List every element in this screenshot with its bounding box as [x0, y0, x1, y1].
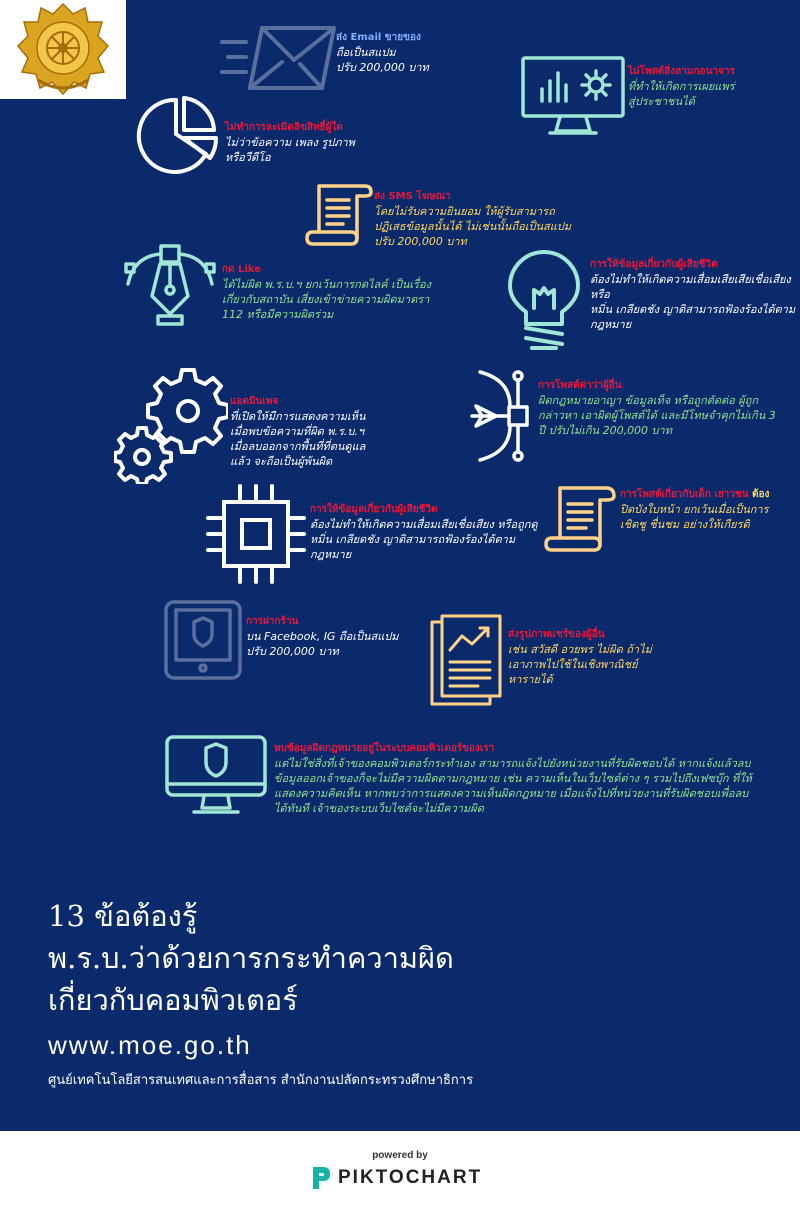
item-line: หมิ่น เกลียดชัง ญาติสามารถฟ้องร้องได้ตาม — [310, 533, 516, 546]
gears-icon — [114, 366, 228, 484]
brand-name: PIKTOCHART — [338, 1167, 483, 1188]
item-email-spam — [336, 31, 476, 75]
item-title: แอดมินเพจ — [230, 396, 279, 407]
powered-by-label: powered by — [372, 1150, 428, 1161]
item-obscene-content — [628, 65, 798, 109]
item-title: ไม่ทำการละเมิดลิขสิทธิ์ผู้ใด — [225, 122, 343, 133]
item-line: เกี่ยวกับสถาบัน เสี่ยงเข้าข่ายความผิดมาตรา — [222, 293, 430, 306]
mail-icon — [218, 22, 338, 94]
item-sms-ads — [374, 190, 604, 249]
item-page-admin — [230, 395, 400, 469]
item-line: ที่ทำให้เกิดการเผยแพร่ — [628, 80, 735, 93]
item-line: ได้ไม่ผิด พ.ร.บ.ฯ ยกเว้นการกดไลค์ เป็นเรื่อง — [222, 278, 431, 291]
item-title: กด Like — [222, 264, 261, 275]
monitor-chart-icon — [520, 55, 626, 137]
item-line: ปิดบังใบหน้า ยกเว้นเมื่อเป็นการ — [620, 503, 769, 516]
item-title: การโพสต์ด่าว่าผู้อื่น — [538, 380, 622, 391]
website-url[interactable]: www.moe.go.th — [48, 1030, 252, 1060]
footer — [0, 1131, 800, 1211]
item-title-tail: ต้อง — [748, 489, 770, 500]
item-line: ต้องไม่ทำให้เกิดความเสื่อมเสียเชื่อเสียง หรือถูกดู — [310, 518, 538, 531]
logo-panel — [0, 0, 126, 99]
item-copyright — [225, 121, 385, 165]
item-line: เมื่อลบออกจากพื้นที่ที่ตนดูแล — [230, 440, 366, 453]
item-line: ที่เปิดให้มีการแสดงความเห็น — [230, 410, 366, 423]
item-deceased-info-2 — [310, 503, 550, 562]
lightbulb-icon — [506, 250, 582, 352]
item-children-posts — [620, 488, 800, 532]
item-line: หมิ่น เกลียดชัง ญาติสามารถฟ้องร้องได้ตาม — [590, 303, 796, 316]
item-title: การโพสต์เกี่ยวกับเด็ก เยาวชน — [620, 489, 749, 500]
item-line: ผิดกฎหมายอาญา ข้อมูลเท็จ หรือถูกตัดต่อ ผู้ถูก — [538, 394, 759, 407]
item-line: แต่ไม่ใช่สิ่งที่เจ้าของคอมพิวเตอร์กระทำเอง สามารถแจ้งไปยังหน่วยงานที่รับผิดชอบได้ หากแจ้งแล้วลบ — [274, 757, 751, 770]
ministry-emblem-icon — [0, 0, 126, 99]
item-line: กล่าวหา เอาผิดผู้โพสต์ได้ และมีโทษจำคุกไม่เกิน 3 — [538, 409, 776, 422]
organization-name: ศูนย์เทคโนโลยีสารสนเทศและการสื่อสาร สำนักงานปลัดกระทรวงศึกษาธิการ — [48, 1073, 474, 1088]
item-line: ปฏิเสธข้อมูลนั้นได้ ไม่เช่นนั้นถือเป็นสแปม — [374, 220, 572, 233]
pie-chart-icon — [134, 96, 220, 174]
item-line: ปรับ 200,000 บาท — [246, 645, 339, 658]
item-title: การให้ข้อมูลเกี่ยวกับผู้เสียชีวิต — [310, 504, 438, 515]
item-title: พบข้อมูลผิดกฎหมายอยู่ในระบบคอมพิวเตอร์ของเรา — [274, 743, 495, 754]
item-line: เชิดชู ชื่นชม อย่างให้เกียรติ — [620, 518, 750, 531]
item-line: กฎหมาย — [310, 548, 352, 561]
item-title: การให้ข้อมูลเกี่ยวกับผู้เสียชีวิต — [590, 259, 718, 270]
item-shared-images — [508, 628, 678, 687]
item-line: ปรับ 200,000 บาท — [336, 61, 429, 74]
item-line: ข้อมูลออกเจ้าของก็จะไม่มีความผิดตามกฎหมาย เช่น ความเห็นในเว็บไซต์ต่าง ๆ รวมไปถึงเฟซบุ๊ก ที่ให้ — [274, 772, 752, 785]
item-line: โดยไม่รับความยินยอม ให้ผู้รับสามารถ — [374, 205, 555, 218]
piktochart-p-icon — [310, 1165, 332, 1191]
item-line: หารายได้ — [508, 673, 553, 686]
item-line: ปี ปรับไม่เกิน 200,000 บาท — [538, 424, 672, 437]
piktochart-logo[interactable] — [310, 1165, 482, 1191]
document-chart-icon — [430, 614, 504, 706]
item-line: สู่ประชาชนได้ — [628, 95, 695, 108]
monitor-shield-icon — [164, 734, 268, 816]
pen-tool-icon — [124, 244, 216, 328]
item-line: บน Facebook, IG ถือเป็นสแปม — [246, 630, 399, 643]
item-line: ได้ทันที เจ้าของระบบเว็บไซต์จะไม่มีความผิด — [274, 802, 484, 815]
item-line: ต้องไม่ทำให้เกิดความเสื่อมเสียเสียเชื่อเสียง หรือ — [590, 273, 791, 301]
title-line: เกี่ยวกับคอมพิวเตอร์ — [48, 983, 298, 1017]
item-line: เช่น สวัสดี อวยพร ไม่ผิด ถ้าไม่ — [508, 643, 652, 656]
send-node-icon — [470, 370, 530, 462]
item-line: ไม่ว่าข้อความ เพลง รูปภาพ — [225, 136, 355, 149]
item-illegal-data — [274, 742, 784, 816]
item-like — [222, 263, 452, 322]
item-defamation — [538, 379, 778, 438]
item-line: เมื่อพบข้อความที่ผิด พ.ร.บ.ฯ — [230, 425, 365, 438]
tablet-shield-icon — [164, 600, 242, 680]
item-title: ไม่โพสต์สิ่งลามกอนาจาร — [628, 66, 735, 77]
item-title-wrap — [620, 488, 800, 502]
item-line: ถือเป็นสแปม — [336, 46, 396, 59]
title-line: พ.ร.บ.ว่าด้วยการกระทำความผิด — [48, 941, 454, 975]
scroll-icon — [544, 484, 616, 554]
item-title: การฝากร้าน — [246, 616, 299, 627]
page-title — [48, 895, 454, 1021]
title-line: 13 ข้อต้องรู้ — [48, 899, 198, 933]
item-line: เอาภาพไปใช้ในเชิงพาณิชย์ — [508, 658, 638, 671]
scroll-icon — [305, 182, 373, 248]
item-shop-posting — [246, 615, 416, 659]
item-title: ส่ง Email ขายของ — [336, 32, 421, 43]
item-line: กฎหมาย — [590, 318, 632, 331]
item-deceased-info-1 — [590, 258, 800, 332]
item-line: 112 หรือมีความผิดร่วม — [222, 308, 334, 321]
item-line: แล้ว จะถือเป็นผู้พ้นผิด — [230, 455, 333, 468]
item-title: ส่งรูปภาพแชร์ของผู้อื่น — [508, 629, 605, 640]
item-line: ปรับ 200,000 บาท — [374, 235, 467, 248]
chip-icon — [206, 484, 306, 584]
item-line: แสดงความคิดเห็น หากพบว่าการแสดงความเห็นผิดกฎหมาย เมื่อแจ้งไปที่หน่วยงานที่รับผิดชอบเพื่อลบ — [274, 787, 749, 800]
item-title: ส่ง SMS โฆษณา — [374, 191, 451, 202]
item-line: หรือวีดีโอ — [225, 151, 271, 164]
